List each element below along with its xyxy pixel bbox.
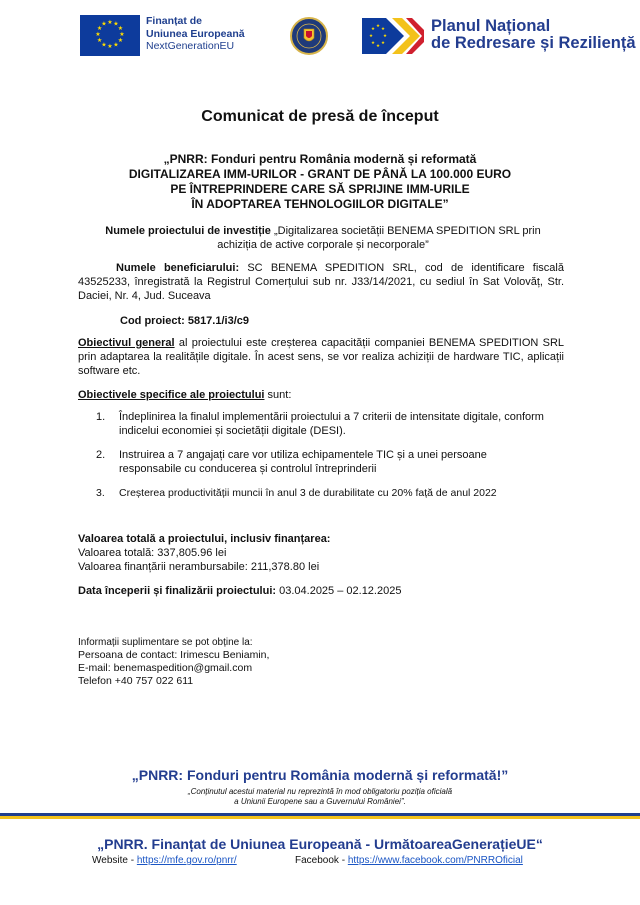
list-item-number: 3. xyxy=(96,487,105,499)
svg-text:★: ★ xyxy=(375,44,381,49)
list-item-number: 2. xyxy=(96,449,106,461)
disclaimer-line2: a Uniunii Europene sau a Guvernului României”. xyxy=(234,797,406,806)
footer-website xyxy=(92,855,237,866)
eu-line2: Uniunea Europeană xyxy=(146,27,245,40)
project-name-value-line2: achiziția de active corporale și necorporale” xyxy=(217,239,429,251)
contact-block xyxy=(78,636,269,688)
project-value-label: Valoarea totală a proiectului, inclusiv finanțarea: xyxy=(78,533,331,545)
project-value-block xyxy=(78,532,330,574)
list-item-text: Instruirea a 7 angajați care vor utiliza echipamentele TIC și a unei persoane responsabile cu conducerea și controlul întreprinderii xyxy=(119,449,487,475)
heading-line4: ÎN ADOPTAREA TEHNOLOGIILOR DIGITALE” xyxy=(191,197,449,211)
disclaimer-line1: „Conținutul acestui material nu reprezintă în mod obligatoriu poziția oficială xyxy=(187,787,453,796)
website-link[interactable]: https://mfe.gov.ro/pnrr/ xyxy=(136,855,237,866)
romanian-government-seal xyxy=(290,17,328,55)
project-dates-block xyxy=(78,584,401,598)
list-item-text: Creșterea productivității muncii în anul 3 de durabilitate cu 20% față de anul 2022 xyxy=(119,487,497,499)
project-name-block xyxy=(80,224,566,252)
list-item xyxy=(96,410,546,438)
list-item-number: 1. xyxy=(96,411,106,423)
footer-divider-accent xyxy=(0,816,640,819)
beneficiary-label: Numele beneficiarului: xyxy=(116,262,240,274)
svg-text:★: ★ xyxy=(119,31,125,38)
footer-facebook xyxy=(295,855,523,866)
project-name-value-line1: „Digitalizarea societății BENEMA SPEDITION SRL prin xyxy=(270,225,541,237)
contact-phone: Telefon +40 757 022 611 xyxy=(78,675,194,687)
heading-line1: „PNRR: Fonduri pentru România modernă și reformată xyxy=(163,152,477,166)
svg-text:★: ★ xyxy=(113,20,119,28)
general-objective-label: Obiectivul general xyxy=(78,337,175,349)
project-code: Cod proiect: 5817.1/i3/c9 xyxy=(120,315,249,327)
facebook-label: Facebook - xyxy=(295,855,348,866)
document-title: Comunicat de presă de început xyxy=(201,108,439,125)
svg-text:★: ★ xyxy=(101,41,107,49)
beneficiary-value: SC BENEMA SPEDITION SRL, cod de identificare fiscală 43525233, înregistrată la Registrul Comerțului sub nr. J33/14/2021, cu sediul în Sat Volovăț, Str. Daciei, Nr. 4, Jud. Suceava xyxy=(78,262,564,302)
facebook-link[interactable]: https://www.facebook.com/PNRROficial xyxy=(347,855,523,866)
svg-text:★: ★ xyxy=(96,25,103,32)
eu-line3: NextGenerationEU xyxy=(146,40,235,52)
specific-objectives-suffix: sunt: xyxy=(264,389,292,401)
specific-objectives-heading xyxy=(78,388,291,402)
list-item xyxy=(96,448,546,476)
svg-text:★: ★ xyxy=(380,27,386,32)
heading-line2: DIGITALIZAREA IMM-URILOR - GRANT DE PÂNĂ LA 100.000 EURO xyxy=(128,167,512,181)
svg-text:★: ★ xyxy=(370,27,376,32)
svg-text:★: ★ xyxy=(117,25,124,32)
svg-text:★: ★ xyxy=(370,41,376,46)
contact-email: E-mail: benemaspedition@gmail.com xyxy=(78,662,253,674)
footer-disclaimer xyxy=(0,787,640,807)
svg-text:★: ★ xyxy=(107,19,113,26)
svg-text:★: ★ xyxy=(113,41,119,49)
eu-flag-logo xyxy=(80,15,140,56)
project-name-label: Numele proiectului de investiție xyxy=(105,225,271,237)
specific-objectives-label: Obiectivele specifice ale proiectului xyxy=(78,389,265,401)
project-total-value: Valoarea totală: 337,805.96 lei xyxy=(78,547,227,559)
svg-text:★: ★ xyxy=(375,24,381,29)
pnrr-line2: de Redresare și Reziliență xyxy=(431,34,636,52)
contact-person: Persoana de contact: Irimescu Beniamin, xyxy=(78,649,270,661)
footer-slogan: „PNRR: Fonduri pentru România modernă și reformată!” xyxy=(131,767,509,783)
project-dates-label: Data începerii și finalizării proiectului: xyxy=(78,585,277,597)
heading-line3: PE ÎNTREPRINDERE CARE SĂ SPRIJINE IMM-URILE xyxy=(170,182,470,196)
website-label: Website - xyxy=(92,855,137,866)
pnrr-title xyxy=(431,18,636,52)
svg-text:★: ★ xyxy=(95,31,101,38)
svg-text:★: ★ xyxy=(368,34,374,39)
eu-funding-label xyxy=(146,15,245,53)
pnrr-line1: Planul Național xyxy=(431,17,551,35)
eu-line1: Finanțat de xyxy=(146,15,203,27)
list-item-text: Îndeplinirea la finalul implementării proiectului a 7 criterii de intensitate digitale, conform indicelui economiei și societății digitale (DESI). xyxy=(119,411,544,437)
svg-text:★: ★ xyxy=(96,37,103,44)
svg-text:★: ★ xyxy=(380,41,386,46)
svg-text:★: ★ xyxy=(107,43,113,50)
list-item xyxy=(96,486,546,500)
contact-intro: Informații suplimentare se pot obține la: xyxy=(78,637,253,648)
project-nonrefundable-value: Valoarea finanțării nerambursabile: 211,378.80 lei xyxy=(78,561,320,573)
svg-text:★: ★ xyxy=(101,20,107,28)
project-dates-value: 03.04.2025 – 02.12.2025 xyxy=(276,585,402,597)
beneficiary-block xyxy=(78,261,564,303)
general-objective-value: al proiectului este creșterea capacității companiei BENEMA SPEDITION SRL prin adaptarea la realitățile digitale. În acest sens, se vor realiza achiziții de hardware TIC, aplicații software etc. xyxy=(78,337,564,377)
svg-text:★: ★ xyxy=(382,34,388,39)
general-objective-block xyxy=(78,336,564,378)
footer-funding-line: „PNRR. Finanțat de Uniunea Europeană - UrmătoareaGenerațieUE“ xyxy=(97,836,543,852)
press-release-heading xyxy=(60,152,580,212)
svg-text:★: ★ xyxy=(117,37,124,44)
pnrr-logo xyxy=(362,18,424,54)
